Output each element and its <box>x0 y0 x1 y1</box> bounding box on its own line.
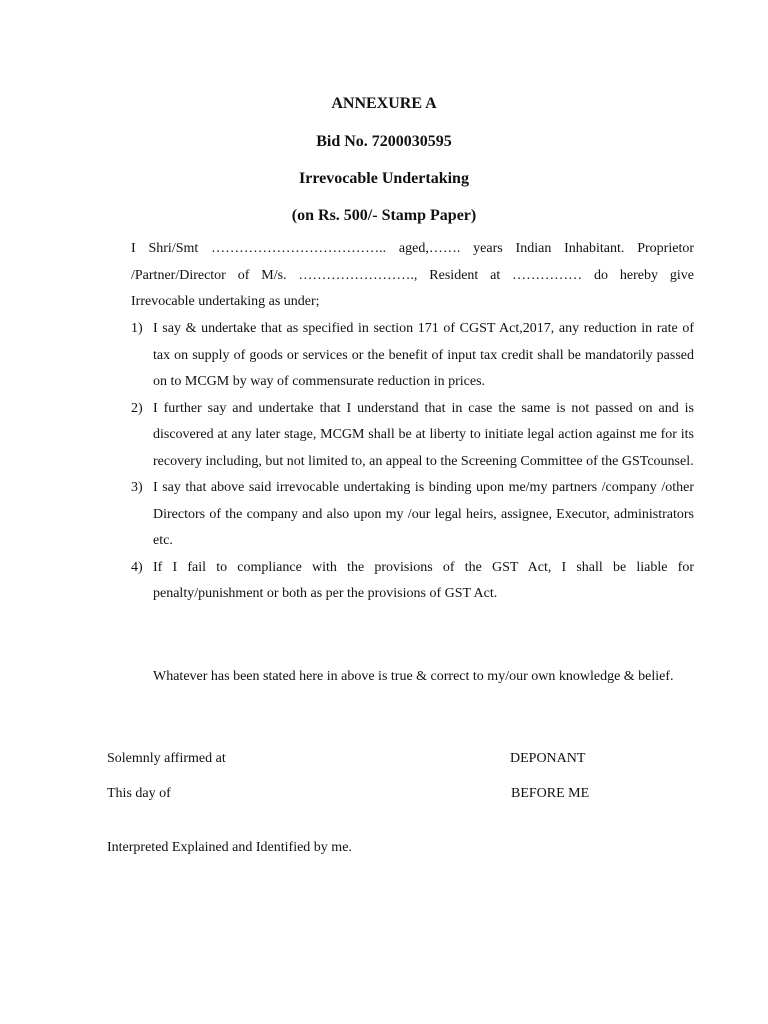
list-item <box>131 396 694 476</box>
deponant-label: DEPONANT <box>510 751 586 766</box>
intro-line: I Shri/Smt ……………………………….. aged,……. years Indian Inhabitant. Proprietor <box>131 241 694 256</box>
document-title: Irrevocable Undertaking <box>299 170 469 187</box>
intro-paragraph <box>131 236 694 316</box>
bid-number-heading: Bid No. 7200030595 <box>316 133 452 150</box>
list-item <box>131 555 694 608</box>
interpreted-label: Interpreted Explained and Identified by me. <box>107 840 352 855</box>
day-of-label: This day of <box>107 786 171 801</box>
solemnly-affirmed-label: Solemnly affirmed at <box>107 751 226 766</box>
list-item-text: I further say and undertake that I understand that in case the same is not passed on and is discovered at any later stage, MCGM shall be at liberty to initiate legal action against me for its recovery including, but not limited to, an appeal to the Screening Committee of the GSTcounsel. <box>153 400 694 469</box>
list-item <box>131 475 694 555</box>
closing-statement: Whatever has been stated here in above is true & correct to my/our own knowledge & belief. <box>153 669 674 684</box>
list-item-number: 3) <box>131 480 143 495</box>
before-me-label: BEFORE ME <box>511 786 590 801</box>
list-item-text: I say & undertake that as specified in section 171 of CGST Act,2017, any reduction in rate of tax on supply of goods or services or the benefit of input tax credit shall be mandatorily passed on to MCGM by way of commensurate reduction in prices. <box>153 321 694 389</box>
intro-line: /Partner/Director of M/s. ……………………., Resident at …………… do hereby give <box>131 267 694 283</box>
list-item-number: 2) <box>131 400 143 416</box>
annexure-heading: ANNEXURE A <box>331 95 437 112</box>
list-item-text: I say that above said irrevocable undertaking is binding upon me/my partners /company /other Directors of the company and also upon my /our legal heirs, assignee, Executor, administrators etc. <box>153 480 694 548</box>
stamp-paper-note: (on Rs. 500/- Stamp Paper) <box>291 207 477 224</box>
list-item-text: If I fail to compliance with the provisions of the GST Act, I shall be liable for penalty/punishment or both as per the provisions of GST Act. <box>153 559 694 601</box>
intro-line: Irrevocable undertaking as under; <box>131 294 320 309</box>
list-item-number: 4) <box>131 559 143 575</box>
list-item <box>131 316 694 396</box>
undertaking-list <box>131 316 694 608</box>
list-item-number: 1) <box>131 321 143 336</box>
